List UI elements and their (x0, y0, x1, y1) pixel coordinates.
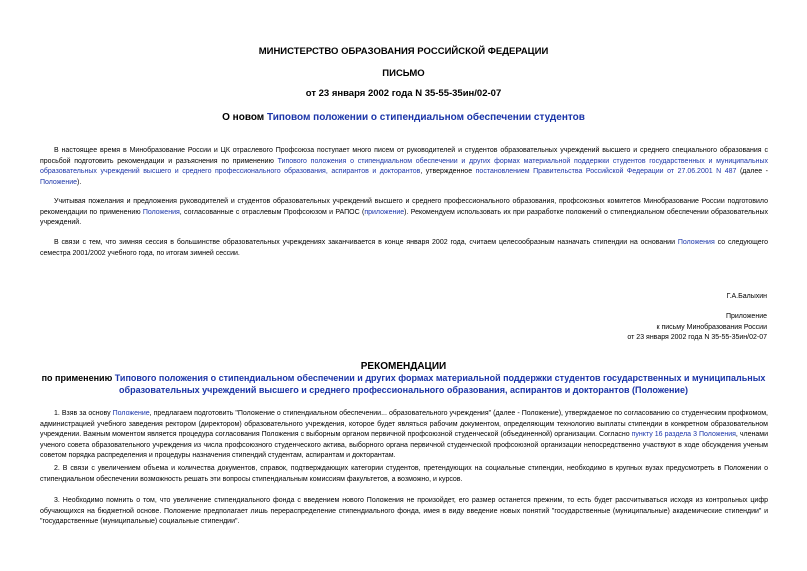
paragraph-3 (40, 238, 768, 259)
p1-text-3: (далее - (736, 168, 769, 176)
appendix-line-3: от 23 января 2002 года N 35-55-35ин/02-07 (627, 334, 767, 342)
recommendation-item-2: 2. В связи с увеличением объема и количества документов, справок, подтверждающих категории студентов, претендующих на социальные стипендии, необходимо в крупных вузах предусмотреть в Положении о стипендиальном обеспечении возможность решать эти вопросы стипендиальным комиссиям факультетов, а возможно, и курсов. (40, 465, 768, 483)
signature: Г.А.Балыхин (726, 293, 767, 300)
subject-prefix: О новом (222, 112, 267, 123)
q1-text-2: , предлагаем подготовить "Положение о стипендиальном обеспечении... образовательного учреждения" (далее - Положение), утверждаемое по согласованию со студенческим профкомом, администрацией учебного заведения ректором (директором) образовательного учреждения, которое будет являться рабочим документом, определяющим технологию выплаты стипендии в конкретном образовательном учреждении. Важным моментом является процедура согласования Положения с выборным органом первичной профсоюзной студенческой (объединенной) организации. Согласно (40, 410, 768, 439)
link-rec-regulation[interactable]: Типового положения о стипендиальном обеспечении и других формах материальной поддержки студентов государственных и муниципальных образовательных учреждений высшего и среднего профессионального образования, аспирантов и докторантов (Положение) (114, 373, 766, 395)
paragraph-1 (40, 146, 768, 188)
q1-text-1: 1. Взяв за основу (54, 410, 113, 417)
p3-text-1: В связи с тем, что зимняя сессия в большинстве образовательных учреждениях заканчивается в конце января 2002 года, считаем целесообразным назначать стипендии на основании (54, 239, 678, 246)
recommendations-title: РЕКОМЕНДАЦИИ (360, 361, 447, 372)
appendix-line-1: Приложение (725, 313, 767, 320)
link-regulation-2[interactable]: Положения (142, 208, 180, 216)
p1-text-1: В настоящее время в Минобразование России и ЦК отраслевого Профсоюза поступает много писем от руководителей и студентов образовательных учреждений высшего и среднего специального образования с просьбой подготовить рекомендации и разъяснения по применению (40, 147, 768, 165)
link-regulation-3[interactable]: Положения (677, 239, 715, 246)
recommendation-item-1 (40, 409, 768, 462)
p2-text-2: , согласованные с отраслевым Профсоюзом и РАПОС ( (179, 208, 365, 216)
p1-text-4: ). (77, 178, 82, 186)
appendix-note (627, 312, 767, 344)
link-typical-regulation[interactable]: Типового положения о стипендиальном обеспечении и других формах материальной поддержки студентов государственных и муниципальных образовательных учреждений высшего и среднего профессионального образования, аспирантов и докторантов (40, 157, 768, 176)
doc-type-heading: ПИСЬМО (382, 68, 425, 79)
link-regulation-1[interactable]: Положение (40, 178, 77, 186)
p3-text-2: со следующего семестра 2001/2002 учебного года, по итогам зимней сессии. (40, 239, 768, 257)
q1-text-3: , членами ученого совета образовательного учреждения из числа профсоюзного студенческого актива, выборного органа первичной студенческой профсоюзной организации непосредственно участвуют в ходе обсуждения ученым советом порядка распределения и процедуры назначения стипендий студентам, аспирантам и докторантам. (40, 431, 768, 460)
p2-text-3: ). Рекомендуем использовать их при разработке положений о стипендиальном обеспечении образовательных учреждений. (40, 208, 768, 227)
paragraph-2 (40, 197, 768, 229)
link-government-decree[interactable]: постановлением Правительства Российской Федерации от 27.06.2001 N 487 (475, 168, 737, 176)
dateline-heading: от 23 января 2002 года N 35-55-35ин/02-07 (305, 88, 502, 99)
appendix-line-2: к письму Минобразования России (656, 323, 767, 331)
recommendation-item-3: 3. Необходимо помнить о том, что увеличение стипендиального фонда с введением нового Положения не произойдет, его размер останется прежним, то есть будет рассчитываться исходя из контрольных цифр обучающихся на бюджетной основе. Положение предполагает лишь перераспределение стипендиального фонда, имея в виду введение новых понятий "государственные (муниципальные) академические стипендии" и "государственные (муниципальные) социальные стипендии". (40, 497, 768, 526)
ministry-heading: МИНИСТЕРСТВО ОБРАЗОВАНИЯ РОССИЙСКОЙ ФЕДЕРАЦИИ (258, 46, 549, 57)
p1-text-2: , утвержденное (420, 168, 476, 176)
link-point-16[interactable]: пункту 16 раздела 3 Положения (631, 431, 736, 439)
subject-heading (0, 112, 807, 123)
link-regulation-4[interactable]: Положение (112, 410, 150, 417)
rec-sub-prefix: по применению (41, 373, 115, 383)
link-appendix[interactable]: приложение (364, 208, 405, 216)
subject-link[interactable]: Типовом положении о стипендиальном обеспечении студентов (266, 112, 585, 123)
p2-text-1: Учитывая пожелания и предложения руководителей и студентов образовательных учреждений высшего и среднего профессионального образования, профсоюзных комитетов Минобразование России подготовило рекомендации по применению (40, 198, 768, 216)
recommendations-subtitle (30, 373, 777, 396)
